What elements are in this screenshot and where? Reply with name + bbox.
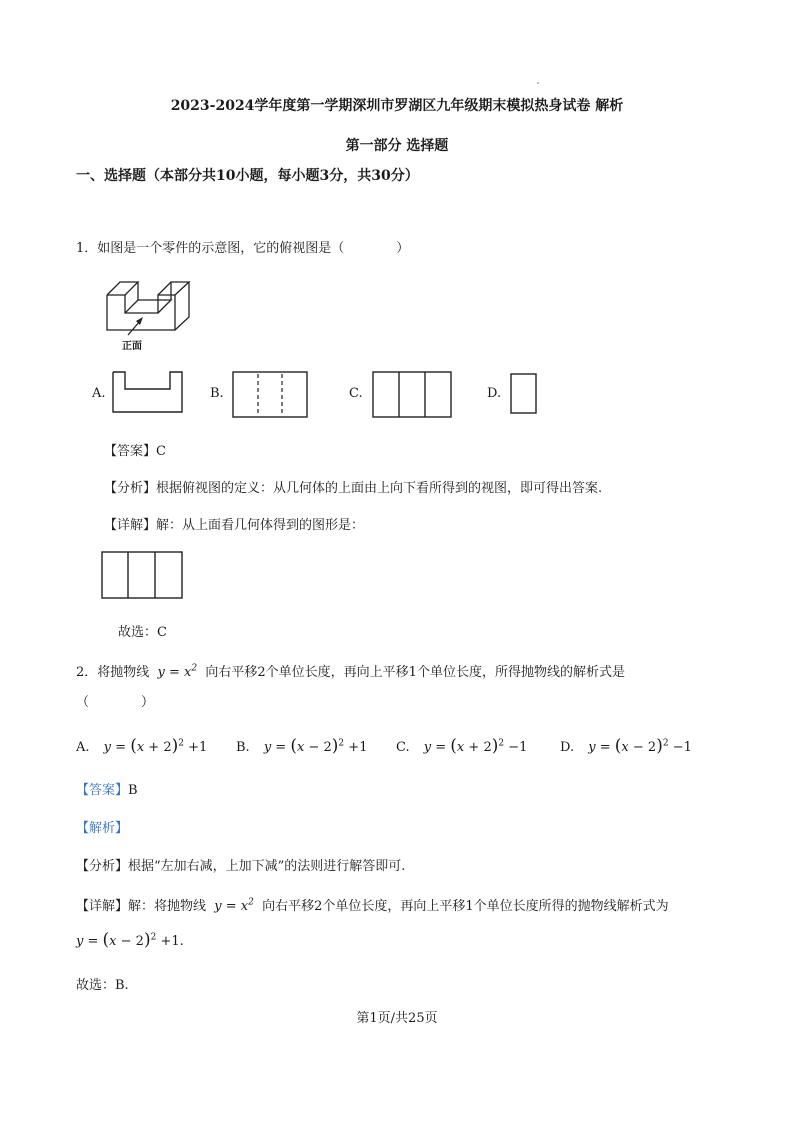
exam-title: 2023-2024学年度第一学期深圳市罗湖区九年级期末模拟热身试卷 解析 <box>170 98 624 114</box>
q2-detail-prefix: 【详解】解：将抛物线 <box>76 899 207 914</box>
q2-option-b-label: B. <box>236 740 250 755</box>
q2-option-a-tail: +1 <box>188 740 208 755</box>
q2-option-c: C. $y = (x + 2)^2 -1$ <box>396 736 528 756</box>
q2-option-d-label: D. <box>560 740 575 755</box>
q2-option-c-tail: −1 <box>508 740 528 755</box>
q2-option-b-sign: − <box>308 740 320 755</box>
q2-answer-value: B <box>128 783 138 798</box>
q2-answer <box>76 779 138 798</box>
q2-stem-prefix: 2．将抛物线 <box>76 665 150 680</box>
q1-option-b-figure <box>232 371 308 418</box>
q1-solution-figure <box>101 551 183 599</box>
q2-option-a-sign: + <box>148 740 160 755</box>
q2-option-b-tail: +1 <box>348 740 368 755</box>
q1-option-c-figure <box>372 371 452 418</box>
q2-detail-formula: $y = x^2$ <box>210 897 254 914</box>
q2-stem-suffix: 向右平移2个单位长度，再向上平移1个单位长度，所得抛物线的解析式是 <box>205 665 625 680</box>
q2-choose: 故选：B. <box>76 978 129 993</box>
q1-option-d-figure <box>510 373 537 414</box>
q2-stem-formula: $y = x^2$ <box>153 663 198 680</box>
part-3d-figure <box>100 275 195 355</box>
q2-result-formula: $y = (x - 2)^2 +1$. <box>76 930 184 950</box>
q2-answer-tag: 【答案】 <box>76 783 129 798</box>
front-label: 正面 <box>122 341 142 352</box>
q2-option-d-tail: −1 <box>672 740 692 755</box>
speck <box>537 82 539 84</box>
q2-option-a: A. $y = (x + 2)^2 +1$ <box>76 736 208 756</box>
q2-option-d: D. $y = (x - 2)^2 -1$ <box>560 736 692 756</box>
q2-analysis: 【分析】根据“左加右减，上加下减”的法则进行解答即可. <box>76 859 406 874</box>
q1-answer: 【答案】C <box>104 444 166 459</box>
q2-paren: （ ） <box>76 695 155 710</box>
page-number: 第1页/共25页 <box>356 1011 438 1026</box>
q2-option-c-sign: + <box>468 740 480 755</box>
part-heading: 第一部分 选择题 <box>345 138 449 154</box>
q2-option-c-label: C. <box>396 740 410 755</box>
q1-option-a-label: A. <box>92 386 106 401</box>
q1-analysis: 【分析】根据俯视图的定义：从几何体的上面由上向下看所得到的视图，即可得出答案. <box>104 481 603 496</box>
q2-option-a-label: A. <box>76 740 90 755</box>
q1-detail: 【详解】解：从上面看几何体得到的图形是： <box>104 518 365 533</box>
q2-option-d-sign: − <box>632 740 644 755</box>
q1-stem: 1．如图是一个零件的示意图，它的俯视图是（ ） <box>76 241 410 256</box>
q1-option-a-figure <box>112 371 184 414</box>
q1-option-d-label: D. <box>487 386 502 401</box>
q2-detail <box>76 895 669 914</box>
q2-jiexi: 【解析】 <box>76 821 129 836</box>
section-heading: 一、选择题（本部分共10小题，每小题3分，共30分） <box>76 168 419 184</box>
q2-detail-suffix: 向右平移2个单位长度，再向上平移1个单位长度所得的抛物线解析式为 <box>262 899 669 914</box>
q1-option-c-label: C. <box>349 386 363 401</box>
q1-choose: 故选：C <box>118 625 167 640</box>
q1-option-b-label: B. <box>210 386 224 401</box>
q2-option-b: B. $y = (x - 2)^2 +1$ <box>236 736 368 756</box>
q2-stem <box>76 661 625 680</box>
